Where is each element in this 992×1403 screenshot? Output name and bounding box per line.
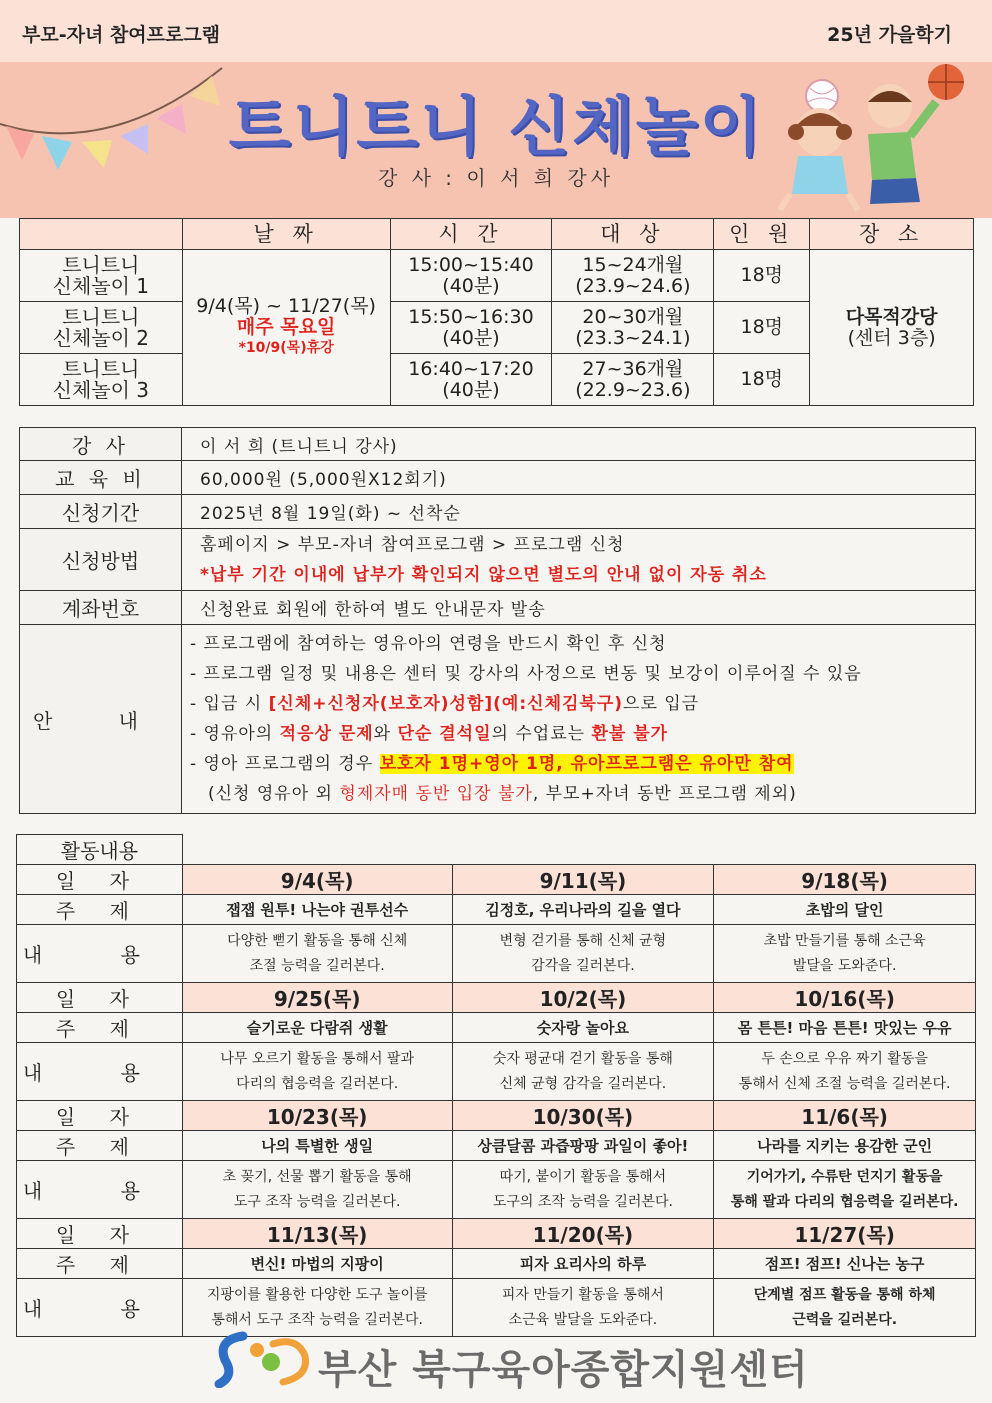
place-cell	[810, 250, 974, 406]
top-bar	[0, 0, 992, 62]
activity-topic: 잽잽 원투! 나는야 권투선수	[182, 895, 452, 925]
activity-date: 9/11(목)	[452, 865, 714, 895]
page-title: 트니트니 신체놀이	[228, 91, 764, 165]
notice-item: - 영유아의 적응상 문제와 단순 결석일의 수업료는 환불 불가	[190, 724, 669, 744]
time-cell: 15:50~16:30 (40분)	[390, 302, 552, 354]
info-row-fee	[20, 461, 976, 495]
activity-content: 두 손으로 우유 짜기 활동을 통해서 신체 조절 능력을 길러본다.	[714, 1043, 976, 1101]
activity-date: 11/6(목)	[714, 1101, 976, 1131]
schedule-header-place: 장 소	[810, 219, 974, 250]
activity-content: 나무 오르기 활동을 통해서 팔과 다리의 협응력을 길러본다.	[182, 1043, 452, 1101]
schedule-header-date: 날 짜	[182, 219, 390, 250]
activity-label-topic: 주 제	[17, 895, 183, 925]
notice-item: - 프로그램에 참여하는 영유아의 연령을 반드시 확인 후 신청	[190, 634, 667, 654]
method-warning: *납부 기간 이내에 납부가 확인되지 않으면 별도의 안내 없이 자동 취소	[200, 564, 767, 585]
activity-label-topic: 주 제	[17, 1013, 183, 1043]
center-logo-icon	[213, 1330, 313, 1388]
program-name: 트니트니 신체놀이 2	[20, 302, 183, 354]
activity-date: 9/18(목)	[714, 865, 976, 895]
holiday-note: *10/9(목)휴강	[238, 340, 334, 356]
activity-content-row	[17, 925, 976, 983]
method-steps: 홈페이지 > 부모-자녀 참여프로그램 > 프로그램 신청	[200, 534, 625, 555]
activity-table	[16, 834, 976, 1337]
activity-date: 11/27(목)	[714, 1219, 976, 1249]
activity-label-content: 내 용	[17, 1279, 183, 1337]
activity-content: 따기, 붙이기 활동을 통해서 도구의 조작 능력을 길러본다.	[452, 1161, 714, 1219]
activity-section-row	[17, 835, 976, 865]
info-label: 계좌번호	[20, 591, 182, 625]
activity-label-date: 일 자	[17, 865, 183, 895]
activity-label-content: 내 용	[17, 925, 183, 983]
notice-list	[182, 625, 976, 814]
activity-label-date: 일 자	[17, 1219, 183, 1249]
activity-date: 9/4(목)	[182, 865, 452, 895]
activity-date-row	[17, 983, 976, 1013]
activity-content: 단계별 점프 활동을 통해 하체 근력을 길러본다.	[714, 1279, 976, 1337]
target-cell: 20~30개월 (23.3~24.1)	[552, 302, 714, 354]
info-row-notice	[20, 625, 976, 814]
activity-date: 10/16(목)	[714, 983, 976, 1013]
activity-topic: 몸 튼튼! 마음 튼튼! 맛있는 우유	[714, 1013, 976, 1043]
program-type: 부모-자녀 참여프로그램	[22, 24, 221, 46]
activity-label-content: 내 용	[17, 1161, 183, 1219]
program-name: 트니트니 신체놀이 3	[20, 354, 183, 406]
activity-topic: 점프! 점프! 신나는 농구	[714, 1249, 976, 1279]
activity-date-row	[17, 1101, 976, 1131]
semester: 25년 가을학기	[827, 24, 952, 46]
activity-label-topic: 주 제	[17, 1249, 183, 1279]
activity-date: 10/2(목)	[452, 983, 714, 1013]
time-cell: 15:00~15:40 (40분)	[390, 250, 552, 302]
activity-content-row	[17, 1279, 976, 1337]
activity-date: 11/13(목)	[182, 1219, 452, 1249]
activity-topic-row	[17, 1013, 976, 1043]
schedule-header-blank	[20, 219, 183, 250]
activity-content: 피자 만들기 활동을 통해서 소근육 발달을 도와준다.	[452, 1279, 714, 1337]
info-label: 신청기간	[20, 495, 182, 529]
activity-content: 초밥 만들기를 통해 소근육 발달을 도와준다.	[714, 925, 976, 983]
schedule-header-count: 인 원	[714, 219, 810, 250]
schedule-header-row	[20, 219, 974, 250]
activity-topic-row	[17, 1131, 976, 1161]
activity-date-row	[17, 865, 976, 895]
count-cell: 18명	[714, 302, 810, 354]
activity-topic: 김정호, 우리나라의 길을 열다	[452, 895, 714, 925]
activity-topic: 변신! 마법의 지팡이	[182, 1249, 452, 1279]
info-label: 신청방법	[20, 529, 182, 591]
schedule-header-target: 대 상	[552, 219, 714, 250]
activity-topic-row	[17, 895, 976, 925]
schedule-header-time: 시 간	[390, 219, 552, 250]
schedule-table	[19, 218, 974, 406]
center-name: 부산 북구육아종합지원센터	[318, 1347, 809, 1393]
activity-content: 숫자 평균대 걷기 활동을 통해 신체 균형 감각을 길러본다.	[452, 1043, 714, 1101]
count-cell: 18명	[714, 354, 810, 406]
activity-date: 10/30(목)	[452, 1101, 714, 1131]
info-row-lecturer	[20, 428, 976, 461]
activity-section-label: 활동내용	[17, 835, 183, 865]
info-table	[19, 427, 976, 814]
activity-date: 11/20(목)	[452, 1219, 714, 1249]
activity-topic: 초밥의 달인	[714, 895, 976, 925]
info-value: 60,000원 (5,000원X12회기)	[182, 461, 976, 495]
activity-date: 9/25(목)	[182, 983, 452, 1013]
schedule-row	[20, 250, 974, 302]
activity-content: 다양한 뻗기 활동을 통해 신체 조절 능력을 길러본다.	[182, 925, 452, 983]
target-cell: 27~36개월 (22.9~23.6)	[552, 354, 714, 406]
bunting-decoration	[0, 62, 230, 172]
program-name: 트니트니 신체놀이 1	[20, 250, 183, 302]
info-label: 안 내	[20, 625, 182, 814]
activity-content-row	[17, 1161, 976, 1219]
notice-item: - 영아 프로그램의 경우 보호자 1명+영아 1명, 유아프로그램은 유아만 참여	[190, 754, 794, 774]
notice-item: (신청 영유아 외 형제자매 동반 입장 불가, 부모+자녀 동반 프로그램 제외)	[208, 784, 797, 804]
notice-item: - 입금 시 [신체+신청자(보호자)성함](예:신체김북구)으로 입금	[190, 694, 700, 714]
lecturer-subtitle: 강 사 : 이 서 희 강사	[377, 166, 615, 190]
info-label: 강 사	[20, 428, 182, 461]
activity-label-date: 일 자	[17, 1101, 183, 1131]
activity-content: 지팡이를 활용한 다양한 도구 놀이를 통해서 도구 조작 능력을 길러본다.	[182, 1279, 452, 1337]
info-row-account	[20, 591, 976, 625]
weekly-day: 매주 목요일	[236, 316, 336, 338]
info-value: 신청완료 회원에 한하여 별도 안내문자 발송	[182, 591, 976, 625]
activity-topic: 슬기로운 다람쥐 생활	[182, 1013, 452, 1043]
time-cell: 16:40~17:20 (40분)	[390, 354, 552, 406]
place-floor: (센터 3층)	[847, 326, 936, 349]
count-cell: 18명	[714, 250, 810, 302]
activity-date-row	[17, 1219, 976, 1249]
notice-item: - 프로그램 일정 및 내용은 센터 및 강사의 사정으로 변동 및 보강이 이루어질 수 있음	[190, 664, 862, 684]
activity-label-date: 일 자	[17, 983, 183, 1013]
info-label: 교 육 비	[20, 461, 182, 495]
activity-date: 10/23(목)	[182, 1101, 452, 1131]
activity-topic-row	[17, 1249, 976, 1279]
activity-content-row	[17, 1043, 976, 1101]
info-row-method	[20, 529, 976, 591]
activity-content: 변형 걷기를 통해 신체 균형 감각을 길러본다.	[452, 925, 714, 983]
info-value: 이 서 희 (트니트니 강사)	[182, 428, 976, 461]
activity-content: 기어가기, 수류탄 던지기 활동을 통해 팔과 다리의 협응력을 길러본다.	[714, 1161, 976, 1219]
date-range: 9/4(목) ~ 11/27(목)	[196, 295, 376, 317]
activity-content: 초 꽂기, 선물 뽑기 활동을 통해 도구 조작 능력을 길러본다.	[182, 1161, 452, 1219]
activity-topic: 상큼달콤 과즙팡팡 과일이 좋아!	[452, 1131, 714, 1161]
activity-topic: 나의 특별한 생일	[182, 1131, 452, 1161]
info-value	[182, 529, 976, 591]
kids-illustration	[760, 62, 970, 218]
place-name: 다목적강당	[845, 305, 938, 328]
activity-topic: 숫자랑 놀아요	[452, 1013, 714, 1043]
schedule-dates	[182, 250, 390, 406]
activity-label-content: 내 용	[17, 1043, 183, 1101]
info-row-period	[20, 495, 976, 529]
target-cell: 15~24개월 (23.9~24.6)	[552, 250, 714, 302]
activity-topic: 나라를 지키는 용감한 군인	[714, 1131, 976, 1161]
activity-label-topic: 주 제	[17, 1131, 183, 1161]
info-value: 2025년 8월 19일(화) ~ 선착순	[182, 495, 976, 529]
activity-topic: 피자 요리사의 하루	[452, 1249, 714, 1279]
